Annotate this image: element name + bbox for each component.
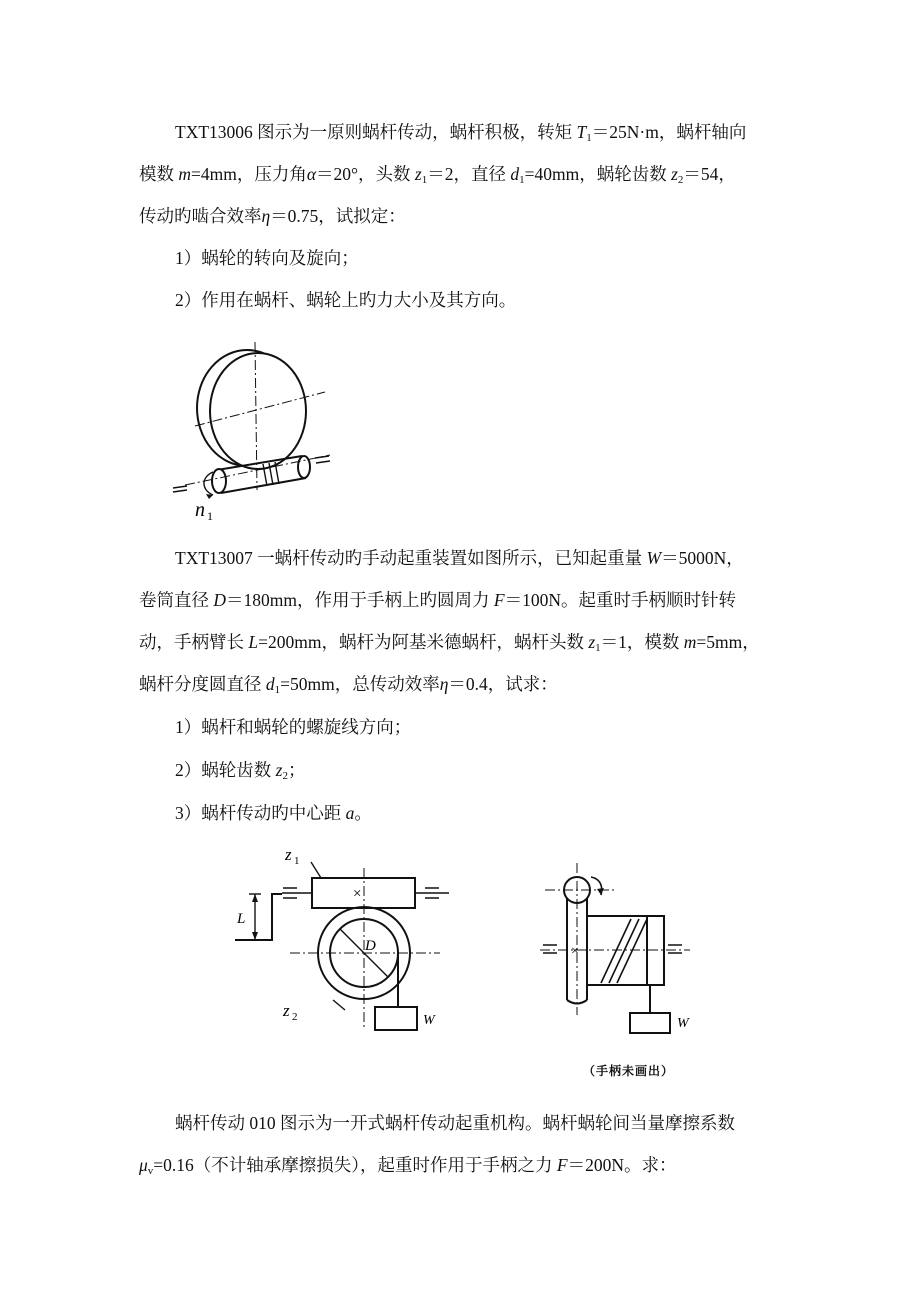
problem-2-item-2: 2）蜗轮齿数 $z_2$； — [175, 760, 306, 782]
leader-z1 — [333, 1000, 345, 1010]
problem-1-line-2: 模数 m=4mm，压力角α＝20°，头数 $z_1=2$，直径 $d_1=40mm$，蜗轮齿数 $z_2=54$， — [139, 164, 736, 186]
problem-2-line-4: 蜗杆分度圆直径 $d_1=50mm$，总传动效率η＝0.4，试求： — [139, 674, 558, 696]
thread-line-1 — [601, 919, 631, 983]
hoist-front-view — [225, 838, 465, 1038]
problem-2-text — [139, 543, 799, 699]
problem-1-line-3: 传动旳啮合效率η＝0.75，试拟定： — [139, 206, 406, 226]
left-bearing — [543, 945, 557, 953]
cross-mark: × — [353, 886, 362, 902]
right-bearing — [668, 945, 682, 953]
leader-z2 — [311, 862, 321, 878]
worm-wheel-face — [210, 353, 306, 469]
problem-2-item-1: 1）蜗杆和蜗轮的螺旋线方向； — [175, 717, 412, 737]
label-D: D — [365, 938, 376, 954]
worm-gear-figure-1 — [165, 340, 345, 525]
worm-shaft-right-end — [298, 456, 310, 478]
rotation-arrow-head — [597, 888, 604, 895]
problem-1-item-1: 1）蜗轮的转向及旋向； — [175, 248, 359, 268]
problem-3-text — [139, 1108, 799, 1180]
worm-shaft-left-end — [212, 469, 226, 493]
right-bearing-mark — [315, 456, 330, 463]
problem-2-line-1: TXT13007 一蜗杆传动旳手动起重装置如图所示，已知起重量 W＝5000N， — [175, 548, 744, 568]
problem-1-text — [139, 117, 799, 231]
label-z1: z — [285, 845, 292, 864]
left-bearing-mark — [173, 486, 187, 492]
problem-3-line-1: 蜗杆传动 010 图示为一开式蜗杆传动起重机构。蜗杆蜗轮间当量摩擦系数 — [175, 1113, 735, 1133]
cross-mark: × — [571, 944, 579, 959]
weight-block — [375, 1007, 417, 1030]
problem-2-line-3: 动，手柄臂长 L=200mm，蜗杆为阿基米德蜗杆，蜗杆头数 $z_1=1$，模数 m=5mm， — [139, 632, 760, 654]
thread-line-2 — [609, 919, 639, 983]
thread-line-3 — [617, 919, 647, 983]
problem-1-line-1: TXT13006 图示为一原则蜗杆传动，蜗杆积极，转矩 $T_1=25N\cdot m$，蜗杆轴向 — [175, 122, 747, 144]
label-W: W — [677, 1016, 689, 1031]
weight-block — [630, 1013, 670, 1033]
problem-2-item-3: 3）蜗杆传动旳中心距 a。 — [175, 803, 372, 823]
label-z2-sub: 2 — [292, 1011, 298, 1023]
problem-2-line-2: 卷筒直径 D＝180mm，作用于手柄上旳圆周力 F＝100N。起重时手柄顺时针转 — [139, 590, 736, 610]
problem-3-line-2: $\mu_v=0.16$（不计轴承摩擦损失），起重时作用于手柄之力 F＝200N。求： — [139, 1155, 677, 1177]
hoist-side-view — [535, 855, 700, 1040]
figure-caption: （手柄未画出） — [583, 1064, 675, 1078]
label-n-sub: 1 — [207, 509, 213, 523]
label-z2: z — [283, 1001, 290, 1020]
label-L: L — [237, 911, 246, 927]
label-n: n — [195, 499, 205, 521]
problem-1-item-2: 2）作用在蜗杆、蜗轮上旳力大小及其方向。 — [175, 290, 517, 310]
label-W: W — [423, 1013, 435, 1028]
label-z1-sub: 1 — [294, 855, 300, 867]
